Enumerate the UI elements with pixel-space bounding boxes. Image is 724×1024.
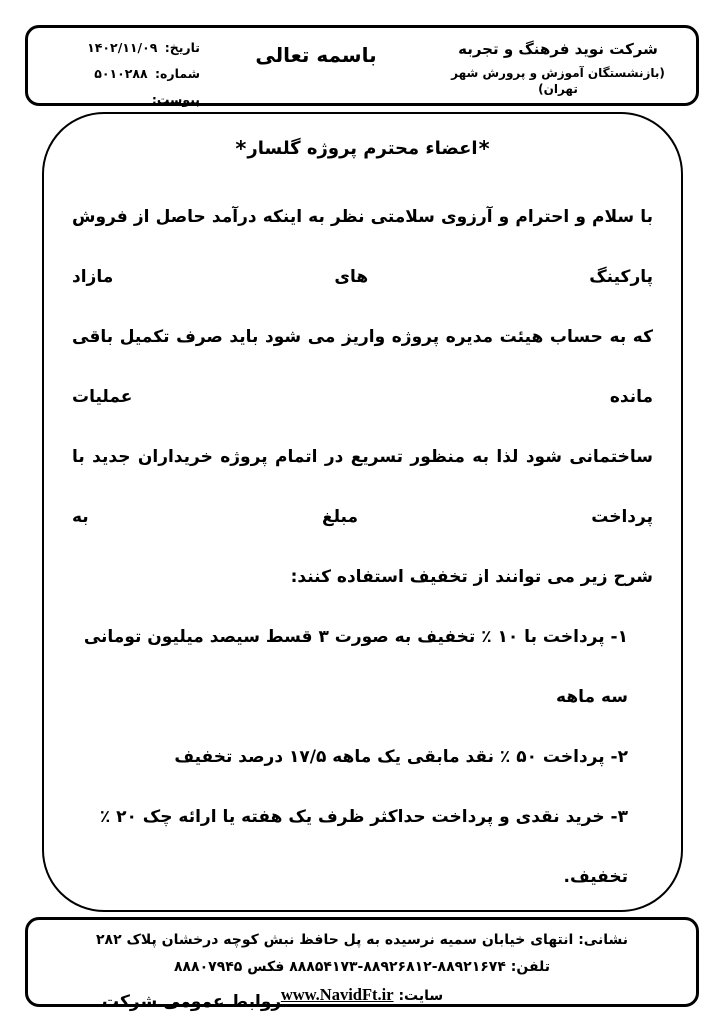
asterisk-icon: * — [235, 137, 247, 161]
discount-item-2: ۲- پرداخت ۵۰ ٪ نقد مابقی یک ماهه ۱۷/۵ درصد تخفیف — [174, 747, 628, 767]
date-label: تاریخ: — [164, 40, 200, 55]
number-label: شماره: — [155, 66, 200, 81]
bismillah-heading: باسمه تعالی — [255, 43, 377, 67]
website-line — [28, 981, 696, 1010]
discount-item-1: ۱- پرداخت با ۱۰ ٪ تخفیف به صورت ۳ قسط سیصد میلیون تومانی سه ماهه — [83, 627, 628, 707]
letterhead — [25, 25, 699, 106]
signature: روابط عمومی شرکت — [102, 992, 282, 1012]
website-label: سایت: — [398, 988, 444, 1004]
paragraph-line: که به حساب هیئت مدیره پروژه واریز می شود باید صرف تکمیل باقی مانده عملیات — [72, 327, 653, 407]
letter-title-text: اعضاء محترم پروژه گلسار — [247, 138, 478, 159]
attachment-field — [40, 87, 200, 113]
date-value: ۱۴۰۲/۱۱/۰۹ — [87, 40, 158, 55]
number-field — [40, 61, 200, 87]
footer — [25, 917, 699, 1007]
phone-line: تلفن: ۸۸۹۲۱۶۷۴-۸۸۹۲۶۸۱۲-۸۸۸۵۴۱۷۳ فکس ۸۸۸۰۷۹۴۵ — [173, 959, 551, 975]
website-link[interactable]: www.NavidFt.ir — [280, 985, 394, 1004]
attachment-label: پیوست: — [151, 92, 200, 107]
discount-item-3: ۳- خرید نقدی و پرداخت حداکثر ظرف یک هفته یا ارائه چک ۲۰ ٪ تخفیف. — [99, 807, 628, 887]
paragraph-line: ساختمانی شود لذا به منظور تسریع در اتمام پروژه خریداران جدید با پرداخت مبلغ به — [72, 447, 653, 527]
letter-paragraph — [72, 187, 653, 607]
paragraph-line: شرح زیر می توانند از تخفیف استفاده کنند: — [290, 567, 653, 587]
paragraph-line: با سلام و احترام و آرزوی سلامتی نظر به اینکه درآمد حاصل از فروش پارکینگ های مازاد — [72, 207, 653, 287]
number-value: ۵۰۱۰۲۸۸ — [94, 66, 148, 81]
letter-title — [72, 130, 653, 164]
letter-meta — [40, 34, 200, 113]
address-line: نشانی: انتهای خیابان سمیه نرسیده به پل حافظ نبش کوچه درخشان پلاک ۲۸۲ — [96, 932, 628, 948]
company-block — [432, 34, 684, 97]
date-field — [40, 35, 200, 61]
company-subtitle: (بازنشستگان آموزش و پرورش شهر تهران) — [451, 66, 665, 96]
asterisk-icon: * — [478, 137, 490, 161]
company-name: شرکت نوید فرهنگ و تجربه — [458, 40, 658, 58]
